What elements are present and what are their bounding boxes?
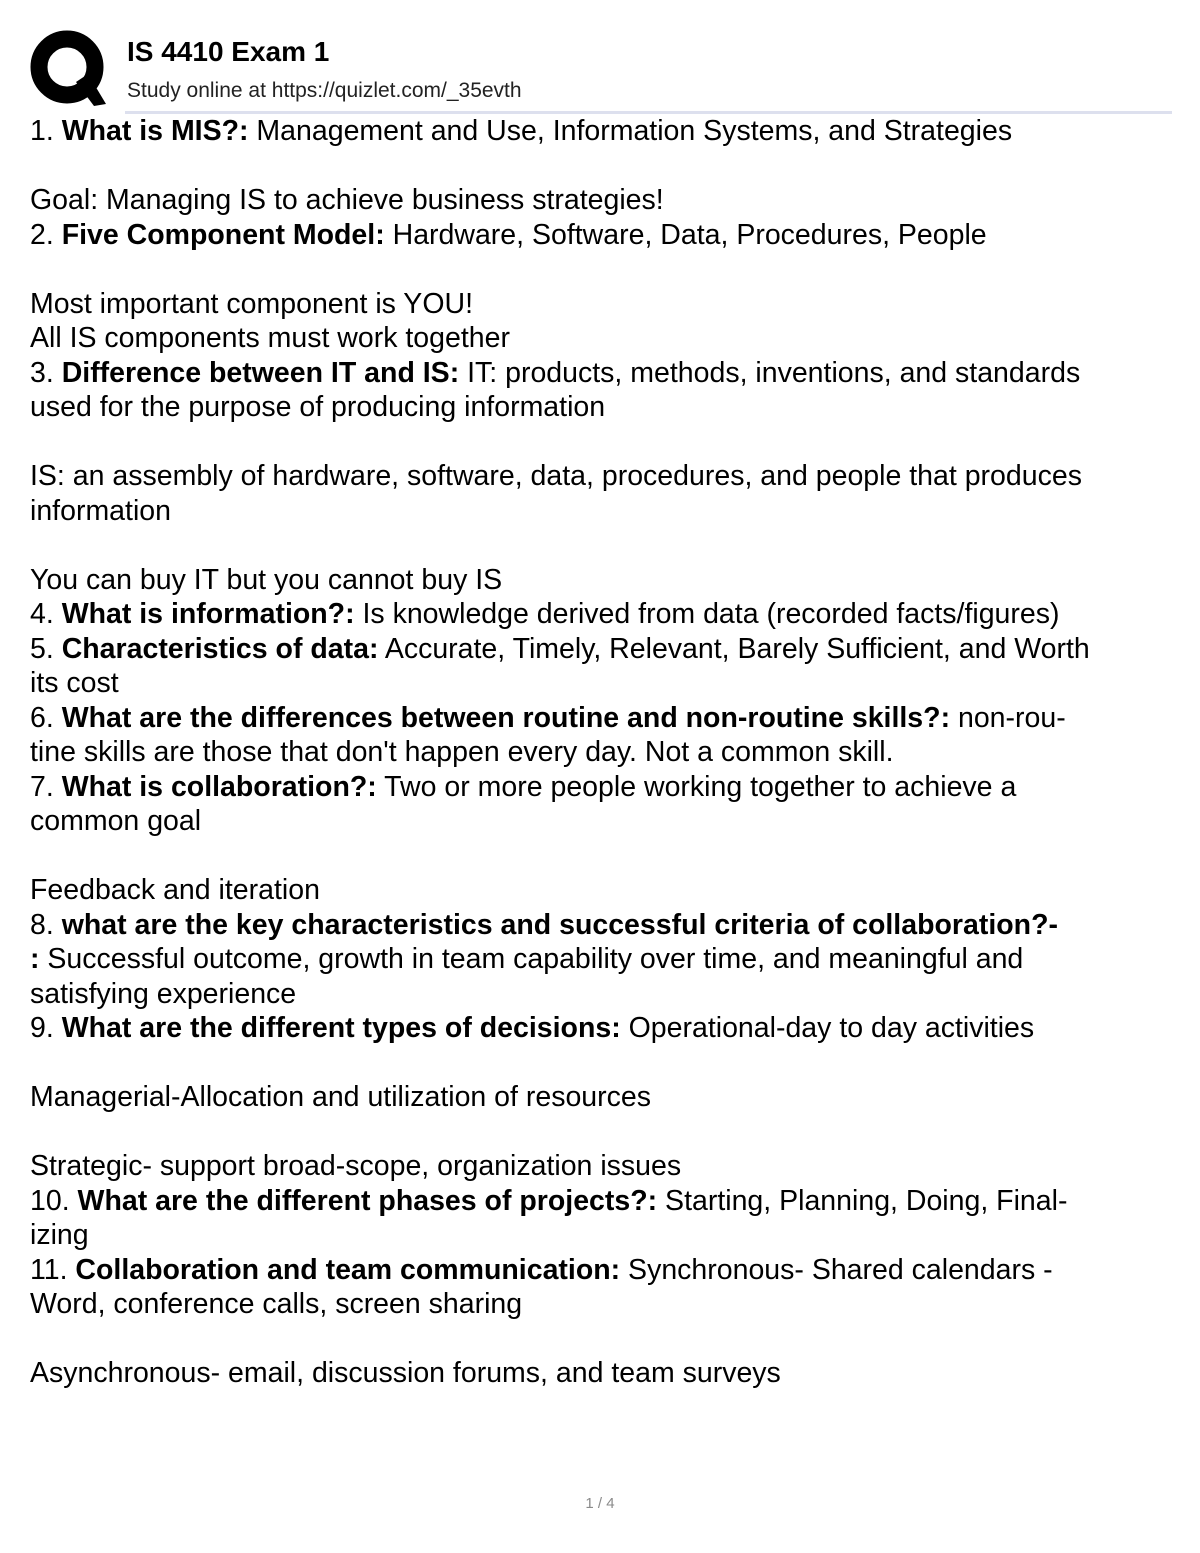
answer-text: Feedback and iteration	[30, 874, 320, 906]
answer-text: Managerial-Allocation and utilization of resources	[30, 1081, 652, 1113]
answer-text: Accurate, Timely, Relevant, Barely Sufficient, and Worth	[378, 632, 1090, 665]
question-number: 11.	[30, 1253, 76, 1286]
answer-text: information	[30, 494, 171, 527]
answer-text: IS: an assembly of hardware, software, data, procedures, and people that produces	[30, 460, 1082, 492]
answer-line	[30, 666, 1172, 701]
question-term: :	[30, 943, 40, 975]
question-line	[30, 1184, 1172, 1219]
answer-text: izing	[30, 1219, 89, 1251]
answer-text: Synchronous- Shared calendars -	[620, 1253, 1053, 1286]
question-line	[30, 356, 1172, 391]
answer-line	[30, 1356, 1172, 1391]
quizlet-logo-icon	[30, 30, 106, 106]
question-term: What are the differences between routine and non-routine skills?:	[61, 701, 951, 734]
answer-text: Strategic- support broad-scope, organization issues	[30, 1150, 682, 1182]
question-line	[30, 1253, 1172, 1288]
answer-line	[30, 321, 1172, 356]
answer-text: Goal: Managing IS to achieve business strategies!	[30, 184, 664, 216]
question-number: 7.	[30, 770, 62, 803]
question-number: 8.	[30, 908, 62, 941]
question-term: What are the different types of decisions:	[61, 1012, 621, 1044]
flashcard-list	[30, 114, 1172, 1391]
answer-text: Operational-day to day activities	[620, 1012, 1035, 1044]
question-line	[30, 597, 1172, 632]
answer-line	[30, 1149, 1172, 1184]
question-term: what are the key characteristics and successful criteria of collaboration?-	[61, 908, 1058, 941]
document-header	[30, 30, 1172, 114]
blank-line	[30, 252, 1172, 287]
question-term: What is MIS?:	[61, 115, 249, 147]
question-line	[30, 632, 1172, 667]
answer-line	[30, 1287, 1172, 1322]
question-number: 5.	[30, 632, 62, 665]
blank-line	[30, 1322, 1172, 1357]
answer-text: its cost	[30, 667, 119, 699]
answer-line	[30, 977, 1172, 1012]
answer-text: satisfying experience	[30, 977, 297, 1010]
answer-line	[30, 563, 1172, 598]
blank-line	[30, 528, 1172, 563]
question-number: 10.	[30, 1184, 78, 1217]
question-number: 4.	[30, 598, 62, 630]
study-online-link-text: Study online at https://quizlet.com/_35evth	[127, 79, 522, 102]
question-line	[30, 114, 1172, 149]
blank-line	[30, 425, 1172, 460]
answer-line	[30, 873, 1172, 908]
question-line	[30, 701, 1172, 736]
page-number: 1 / 4	[585, 1495, 615, 1512]
question-line	[30, 942, 1172, 977]
answer-text: All IS components must work together	[30, 322, 510, 354]
answer-line	[30, 390, 1172, 425]
answer-text: Word, conference calls, screen sharing	[30, 1288, 523, 1320]
answer-text: You can buy IT but you cannot buy IS	[30, 563, 503, 596]
answer-text: Management and Use, Information Systems, and Strategies	[248, 115, 1013, 147]
blank-line	[30, 839, 1172, 874]
answer-line	[30, 735, 1172, 770]
question-term: Characteristics of data:	[61, 632, 379, 665]
question-term: Five Component Model:	[61, 218, 385, 251]
question-line	[30, 218, 1172, 253]
question-number: 6.	[30, 701, 62, 734]
question-term: Difference between IT and IS:	[61, 356, 460, 389]
answer-text: IT: products, methods, inventions, and standards	[459, 356, 1081, 389]
answer-text: Most important component is YOU!	[30, 287, 473, 320]
answer-line	[30, 804, 1172, 839]
answer-line	[30, 1218, 1172, 1253]
answer-line	[30, 459, 1172, 494]
question-line	[30, 770, 1172, 805]
question-number: 1.	[30, 115, 62, 147]
answer-text: Two or more people working together to achieve a	[376, 770, 1017, 803]
answer-text: Asynchronous- email, discussion forums, and team surveys	[30, 1357, 781, 1389]
question-term: Collaboration and team communication:	[75, 1253, 621, 1286]
answer-text: Hardware, Software, Data, Procedures, People	[384, 218, 987, 251]
answer-line	[30, 183, 1172, 218]
document-title: IS 4410 Exam 1	[127, 36, 330, 67]
answer-line	[30, 287, 1172, 322]
answer-text: non-rou-	[950, 701, 1066, 734]
answer-text: tine skills are those that don't happen every day. Not a common skill.	[30, 736, 894, 768]
answer-line	[30, 1080, 1172, 1115]
question-number: 2.	[30, 218, 62, 251]
blank-line	[30, 149, 1172, 184]
question-term: What is collaboration?:	[61, 770, 377, 803]
blank-line	[30, 1115, 1172, 1150]
answer-text: common goal	[30, 805, 202, 837]
question-number: 9.	[30, 1012, 62, 1044]
question-line	[30, 908, 1172, 943]
question-term: What are the different phases of projects?:	[77, 1184, 658, 1217]
question-number: 3.	[30, 356, 62, 389]
answer-text: used for the purpose of producing information	[30, 391, 606, 423]
answer-text: Successful outcome, growth in team capability over time, and meaningful and	[39, 943, 1024, 975]
question-line	[30, 1011, 1172, 1046]
answer-line	[30, 494, 1172, 529]
question-term: What is information?:	[61, 598, 355, 630]
blank-line	[30, 1046, 1172, 1081]
answer-text: Starting, Planning, Doing, Final-	[657, 1184, 1068, 1217]
answer-text: Is knowledge derived from data (recorded facts/figures)	[354, 598, 1060, 630]
